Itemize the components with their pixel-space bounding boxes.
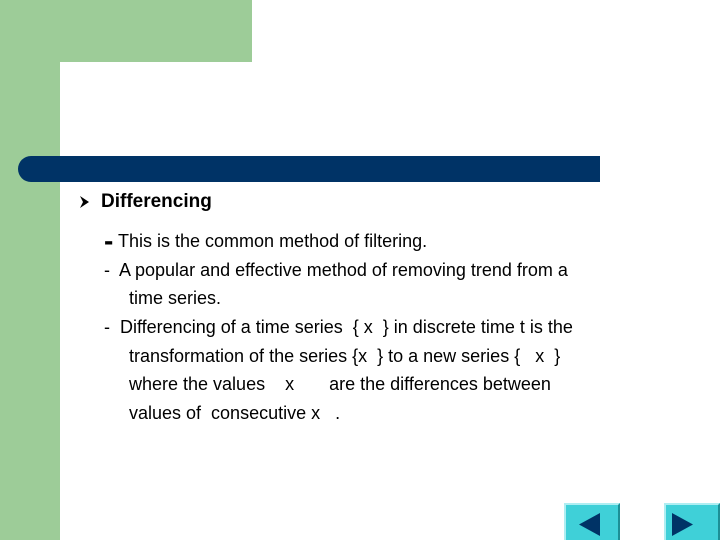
triangle-left-icon <box>566 505 622 540</box>
dash-marker: - <box>104 225 114 256</box>
body-line-3: time series. <box>129 288 222 308</box>
title-bar <box>18 156 600 182</box>
body-line-4: - Differencing of a time series { x } in discrete time t is the <box>104 317 573 337</box>
body-line-7: values of consecutive x . <box>129 403 341 423</box>
body-line-2: - A popular and effective method of removing trend from a <box>104 260 568 280</box>
body-line-1 <box>104 225 428 256</box>
body-line-6: where the values x are the differences between <box>129 374 551 394</box>
body-line-5: transformation of the series {x } to a new series { x } <box>129 346 561 366</box>
bullet-heading: Differencing <box>101 191 212 212</box>
decorative-rounded-corner <box>60 62 100 102</box>
triangle-right-icon <box>666 505 720 540</box>
previous-slide-button[interactable] <box>564 503 620 540</box>
decorative-green-side-band <box>0 0 60 540</box>
arrow-bullet-icon <box>78 194 92 210</box>
next-slide-button[interactable] <box>664 503 720 540</box>
body-line-1-text: This is the common method of filtering. <box>118 231 428 251</box>
